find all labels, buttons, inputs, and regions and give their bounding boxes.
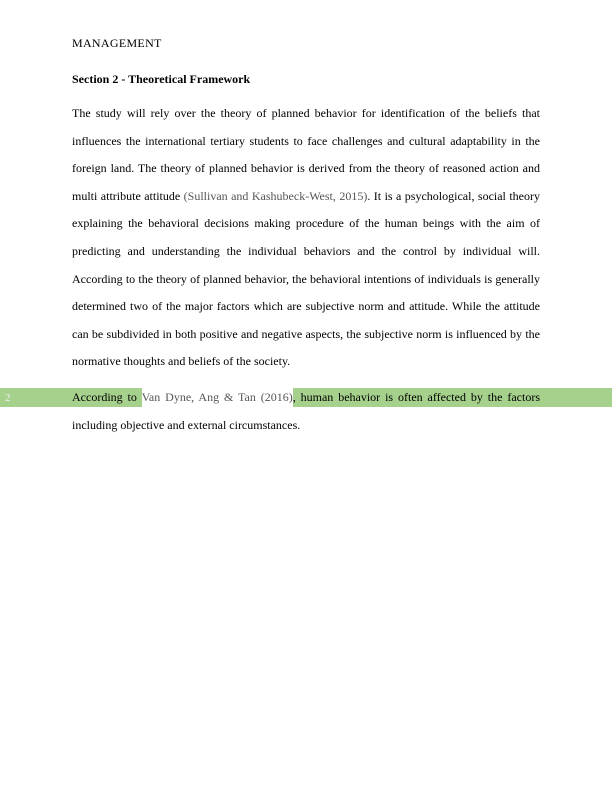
paragraph-theory [72,100,540,376]
text-line-with-citation [72,183,540,211]
text-line: influences the international tertiary students to face challenges and cultural adaptability in the [72,133,540,148]
text-line: The study will rely over the theory of planned behavior for identification of the beliefs that [72,106,540,120]
text-line: predicting and understanding the individual behaviors and the control by individual will. [72,243,540,258]
text-line: determined two of the major factors which are subjective norm and attitude. While the attitude [72,299,540,314]
citation-sullivan-kashubeck-west: (Sullivan and Kashubeck-West, 2015) [183,188,368,203]
highlight-marker-number[interactable]: 2 [5,392,11,404]
highlighted-text-segment: According to [72,390,142,404]
text-segment: . It is a psychological, social theory [367,188,540,203]
citation-van-dyne-ang-tan: Van Dyne, Ang & Tan (2016) [142,387,293,407]
paragraph-highlighted [0,384,612,439]
text-line: can be subdivided in both positive and negative aspects, the subjective norm is influenced by the [72,326,540,341]
text-line: According to the theory of planned behavior, the behavioral intentions of individuals is generally [72,271,540,286]
highlighted-text-line [72,384,540,412]
text-line: foreign land. The theory of planned behavior is derived from the theory of reasoned action and [72,161,540,176]
text-line: including objective and external circumstances. [72,417,301,432]
text-line: explaining the behavioral decisions making procedure of the human beings with the aim of [72,216,540,231]
text-segment: multi attribute attitude [72,188,184,203]
running-head: MANAGEMENT [72,36,162,50]
text-line: normative thoughts and beliefs of the society. [72,354,291,369]
section-heading: Section 2 - Theoretical Framework [72,72,251,86]
highlighted-text-segment: , human behavior is often affected by the factors [292,390,540,404]
